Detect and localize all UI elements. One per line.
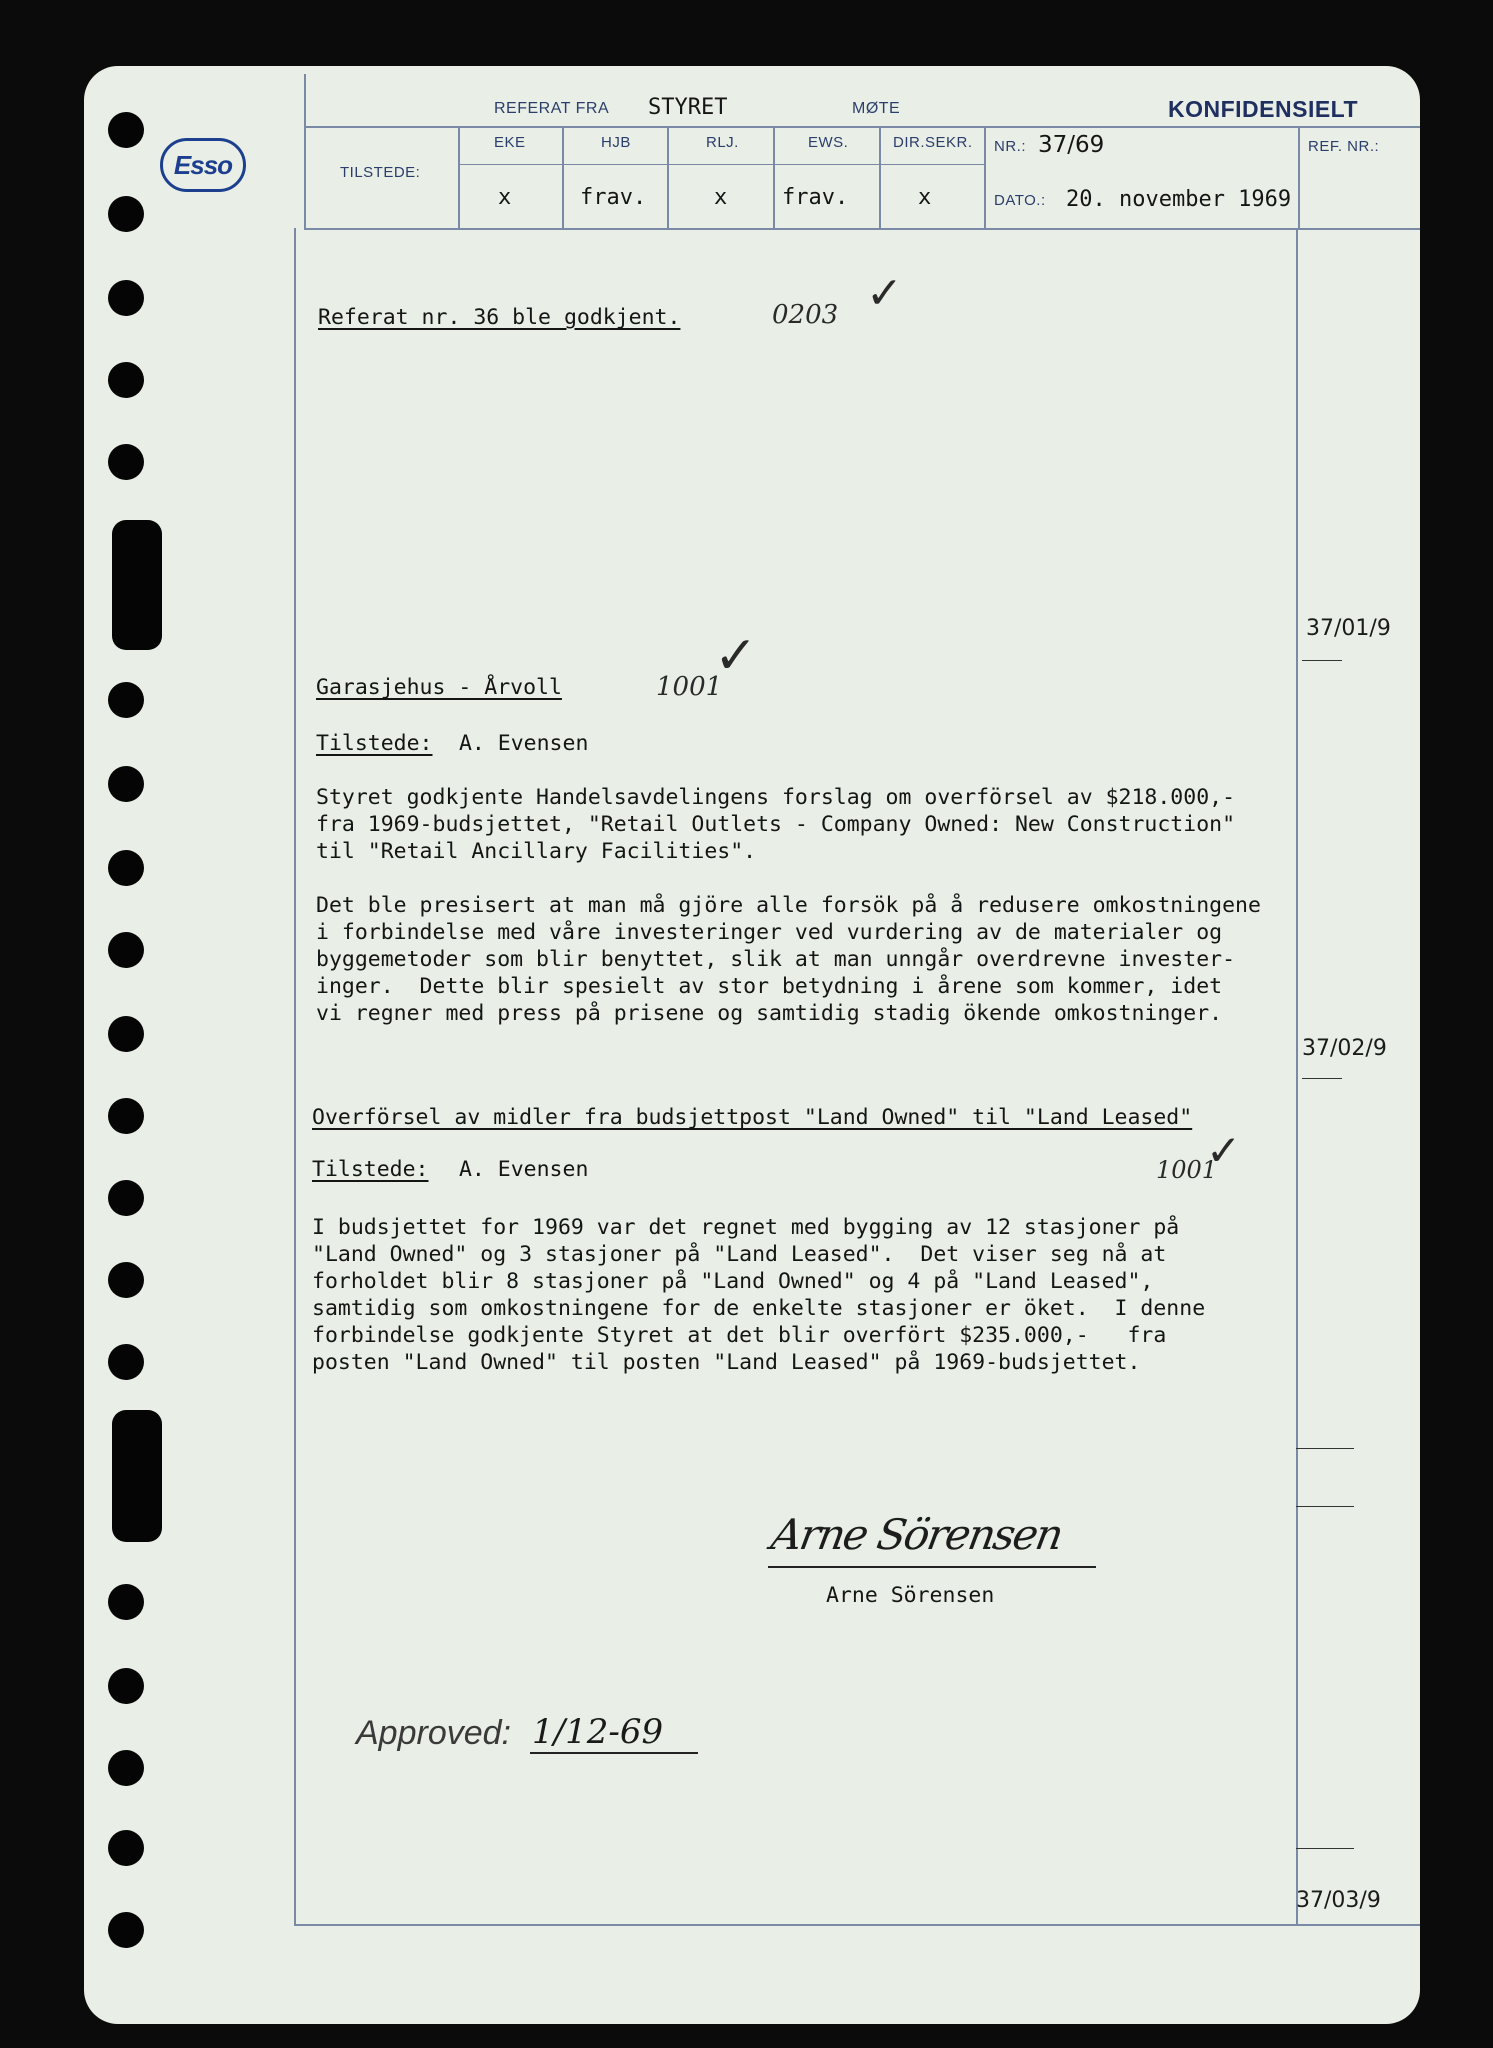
text-line: fra 1969-budsjettet, "Retail Outlets - Company Owned: New Construction" <box>316 812 1236 837</box>
binder-hole <box>108 1668 144 1704</box>
nr-label: NR.: <box>994 138 1026 155</box>
binder-hole <box>108 1262 144 1298</box>
binder-clip <box>112 1410 162 1542</box>
binder-hole <box>108 1344 144 1380</box>
binder-hole <box>108 1016 144 1052</box>
binder-hole <box>108 1584 144 1620</box>
item2-tilstede-label: Tilstede: <box>312 1157 429 1182</box>
binder-hole <box>108 280 144 316</box>
item1-handwritten-code: 1001 <box>656 672 723 702</box>
text-line: i forbindelse med våre investeringer ved vurdering av de materialer og <box>316 920 1223 945</box>
document-sheet <box>84 66 1420 2024</box>
binder-hole <box>108 112 144 148</box>
tilstede-header-label: TILSTEDE: <box>340 164 421 181</box>
binder-hole <box>108 682 144 718</box>
col-header-rlj: RLJ. <box>706 134 739 151</box>
signature-script: Arne Sörensen <box>767 1510 1066 1559</box>
signature-name: Arne Sörensen <box>826 1583 995 1608</box>
mote-label: MØTE <box>852 100 901 117</box>
form-col-sep <box>1298 126 1300 228</box>
text-line: inger. Dette blir spesielt av stor betydning i årene som kommer, idet <box>316 974 1223 999</box>
margin-tick <box>1302 1078 1342 1079</box>
form-col-sep <box>773 126 775 228</box>
col-header-hjb: HJB <box>601 134 631 151</box>
col-value-hjb: frav. <box>580 185 647 210</box>
text-line: forholdet blir 8 stasjoner på "Land Owned" og 4 på "Land Leased", <box>312 1269 1154 1294</box>
item1-check-icon: ✓ <box>714 626 758 686</box>
col-value-rlj: x <box>714 185 728 210</box>
text-line: I budsjettet for 1969 var det regnet med bygging av 12 stasjoner på <box>312 1215 1180 1240</box>
col-header-eke: EKE <box>494 134 526 151</box>
konfidensielt-label: KONFIDENSIELT <box>1168 96 1359 122</box>
form-col-sep <box>879 126 881 228</box>
text-line: Styret godkjente Handelsavdelingens forslag om overförsel av $218.000,- <box>316 785 1236 810</box>
binder-hole <box>108 932 144 968</box>
form-rule-bottom <box>304 228 1420 230</box>
binder-hole <box>108 444 144 480</box>
form-rule-top <box>304 126 1420 128</box>
binder-clip <box>112 520 162 650</box>
item1-tilstede-label: Tilstede: <box>316 731 433 756</box>
binder-hole <box>108 362 144 398</box>
item2-title: Overförsel av midler fra budsjettpost "Land Owned" til "Land Leased" <box>312 1105 1193 1130</box>
referat-fra-label: REFERAT FRA <box>494 100 610 117</box>
form-left-border <box>304 74 306 230</box>
dato-value: 20. november 1969 <box>1066 187 1292 212</box>
binder-hole <box>108 1912 144 1948</box>
margin-tick <box>1296 1848 1354 1849</box>
meeting-type: STYRET <box>648 95 728 120</box>
binder-hole <box>108 1180 144 1216</box>
text-line: byggemetoder som blir benyttet, slik at man unngår overdrevne invester- <box>316 947 1236 972</box>
signature-line <box>768 1566 1096 1568</box>
approved-value: 1/12-69 <box>532 1712 664 1752</box>
text-line: posten "Land Owned" til posten "Land Leased" på 1969-budsjettet. <box>312 1350 1141 1375</box>
item2-margin-ref: 37/02/9 <box>1302 1036 1387 1061</box>
margin-tick <box>1296 1448 1354 1449</box>
ref-nr-label: REF. NR.: <box>1308 138 1380 155</box>
item2-handwritten-code: 1001 <box>1156 1156 1218 1184</box>
binder-hole <box>108 766 144 802</box>
text-line: samtidig som omkostningene for de enkelte stasjoner er öket. I denne <box>312 1296 1206 1321</box>
item1-margin-ref: 37/01/9 <box>1306 616 1391 641</box>
item2-check-icon: ✓ <box>1206 1126 1242 1175</box>
esso-logo <box>160 138 246 192</box>
item0-title: Referat nr. 36 ble godkjent. <box>318 305 681 330</box>
binder-hole <box>108 850 144 886</box>
text-line: til "Retail Ancillary Facilities". <box>316 839 757 864</box>
binder-hole <box>108 196 144 232</box>
margin-tick <box>1296 1506 1354 1507</box>
esso-logo-text: Esso <box>173 149 233 180</box>
item0-check-icon: ✓ <box>866 268 903 319</box>
item1-tilstede-value: A. Evensen <box>446 731 589 756</box>
col-header-ews: EWS. <box>808 134 849 151</box>
approved-underline <box>530 1752 698 1754</box>
text-line: forbindelse godkjente Styret at det blir overfört $235.000,- fra <box>312 1323 1167 1348</box>
item2-tilstede-value: A. Evensen <box>446 1157 589 1182</box>
form-col-sep <box>984 126 986 228</box>
col-header-dirsekr: DIR.SEKR. <box>893 134 973 151</box>
approved-label: Approved: <box>356 1714 511 1752</box>
body-margin-border <box>1296 228 1298 1926</box>
col-value-dirsekr: x <box>918 185 932 210</box>
bottom-margin-ref: 37/03/9 <box>1296 1888 1381 1913</box>
dato-label: DATO.: <box>994 192 1046 209</box>
item1-title: Garasjehus - Årvoll <box>316 675 562 700</box>
body-left-border <box>294 228 296 1926</box>
form-col-sep <box>667 126 669 228</box>
col-value-ews: frav. <box>782 185 849 210</box>
text-line: Det ble presisert at man må gjöre alle forsök på å redusere omkostningene <box>316 893 1261 918</box>
binder-hole <box>108 1098 144 1134</box>
text-line: "Land Owned" og 3 stasjoner på "Land Leased". Det viser seg nå at <box>312 1242 1167 1267</box>
binder-hole <box>108 1830 144 1866</box>
body-bottom-border <box>294 1924 1420 1926</box>
item0-handwritten-code: 0203 <box>772 300 839 330</box>
form-header-sep <box>458 164 984 165</box>
margin-tick <box>1302 660 1342 661</box>
nr-value: 37/69 <box>1038 132 1105 158</box>
form-col-sep <box>458 126 460 228</box>
binder-hole <box>108 1750 144 1786</box>
col-value-eke: x <box>498 185 512 210</box>
form-col-sep <box>562 126 564 228</box>
text-line: vi regner med press på prisene og samtidig stadig ökende omkostninger. <box>316 1001 1223 1026</box>
